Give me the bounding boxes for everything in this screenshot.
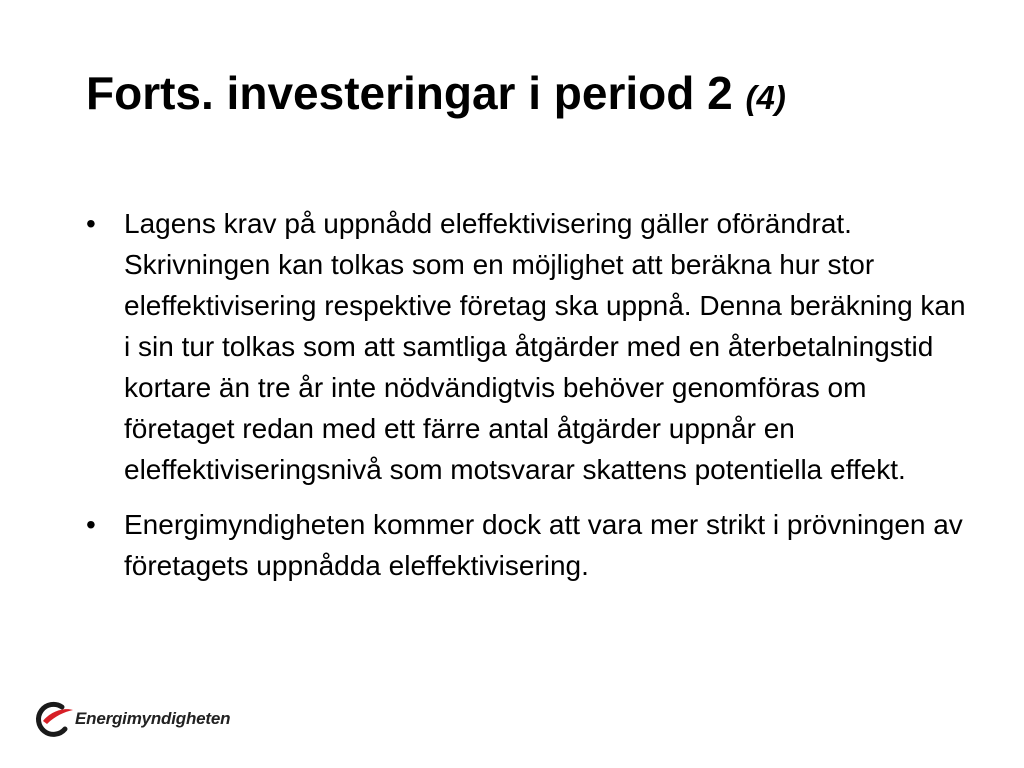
logo-wordmark: Energimyndigheten: [75, 709, 231, 728]
bullet-dot: •: [86, 208, 96, 239]
bullet-text: Energimyndigheten kommer dock att vara mer strikt i prövningen av företagets uppnådda eleffektivisering.: [124, 509, 963, 581]
energimyndigheten-logo: [34, 698, 230, 740]
title-main: Forts. investeringar i period 2: [86, 67, 746, 119]
bullet-item: [86, 203, 966, 490]
bullet-dot: •: [86, 509, 96, 540]
bullet-text: Lagens krav på uppnådd eleffektivisering gäller oförändrat. Skrivningen kan tolkas som en möjlighet att beräkna hur stor eleffektivisering respektive företag ska uppnå. Denna beräkning kan i sin tur tolkas som att samtliga åtgärder med en återbetalningstid kortare än tre år inte nödvändigtvis behöver genomföras om företaget redan med ett färre antal åtgärder uppnår en eleffektiviseringsnivå som motsvarar skattens potentiella effekt.: [124, 208, 966, 485]
slide-title: [86, 66, 786, 125]
bullet-list: [86, 203, 966, 600]
title-suffix: (4): [745, 79, 786, 116]
bullet-item: [86, 504, 966, 586]
energimyndigheten-logo-icon: [34, 698, 74, 740]
